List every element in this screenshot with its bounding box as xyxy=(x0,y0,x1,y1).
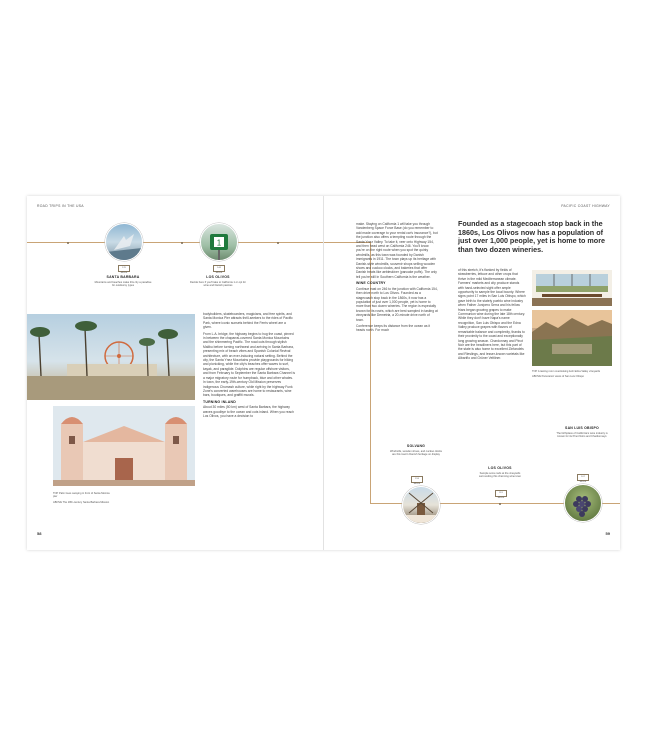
santa-monica-pier-photo xyxy=(27,314,195,400)
body-paragraph: bodybuilders, skateboarders, magicians, and free spirits, and Santa Monica Pier attracts thrill-seekers to the rides of Pacific Park, where iconic sunsets behind the Ferris wheel are a given. xyxy=(203,312,293,330)
route-marker xyxy=(181,242,183,244)
mileage-badge: 119 MILES xyxy=(495,490,507,497)
left-page xyxy=(27,196,323,550)
body-paragraph: From L.A. bridge, the highway begins to hug the coast, pinned in between the chaparral-covered Santa Monica Mountains and the shimmering Pacific. The road cuts through stylish Malibu before turning northwest and arriving in Santa Barbara, presenting mix of beach vibes and Spanish Colonial Revival architecture, with an ever-inducing natural setting. Behind the city, the Santa Ynez Mountains provide playgrounds for hiking and picnicking, while the city's beaches offer waves to surf, kayak, and paraglide. Dolphins are regular offshore visitors, and from February to September the Santa Barbara Channel is a major migratory route for humpback, blue and other whales. In town, the early-19th-century Old Mission preserves indigenous Chumash culture, while right by the highway Funk Zone's converted warehouses are home to restaurants, wine bars, boutiques, and graffiti murals. xyxy=(203,331,295,398)
body-paragraph: Conference keeps its distance from the ocean as it heads north. For much xyxy=(356,323,431,333)
stop-desc-los-olivos: Decide here if you'll take to California 1 or opt for wine and Danish pastries xyxy=(189,281,246,288)
pull-quote: Founded as a stagecoach stop back in the 1860s, Los Olivos now has a population of just over 1,000 people, yet is home to more than two dozen wineries. xyxy=(458,219,605,254)
body-paragraph: Continue east on 246 to the junction with California 154, then drive north to Los Olivos. Founded as a stagecoach stop back in the 1860s, it now has a population of just over 1,000 people, yet is home to more than two dozen wineries. The region is especially known for its rosés, which are best sampled in tasting at vineyards like Demetria, a 20-minute drive north of town. xyxy=(356,286,438,322)
right-body-column-1 xyxy=(356,222,438,335)
right-body-column-2 xyxy=(458,268,526,363)
mileage-badge: 153 MILES xyxy=(411,476,423,483)
left-body-column xyxy=(203,312,295,420)
stop-name-solvang: SOLVANG xyxy=(406,444,426,448)
route-marker xyxy=(67,242,69,244)
caption-above: ABOVE The 18th-century Santa Barbara Mission xyxy=(53,500,110,504)
running-head-right: PACIFIC COAST HIGHWAY xyxy=(561,204,610,208)
caption-top: TOP A tasting room overlooking lush Edna Valley vineyards xyxy=(532,370,601,373)
svg-text:1: 1 xyxy=(216,238,222,248)
stop-name-los-olivos-2: LOS OLIVOS xyxy=(488,466,512,470)
stop-name-santa-barbara: SANTA BARBARA xyxy=(106,275,140,279)
running-head-left: ROAD TRIPS IN THE USA xyxy=(37,204,84,208)
stop-desc-santa-barbara: Mountains and beaches make this city a paradise for outdoorsy types xyxy=(94,281,152,288)
stop-name-los-olivos: LOS OLIVOS xyxy=(206,275,230,279)
santa-barbara-photo xyxy=(105,223,143,261)
solvang-windmill-photo xyxy=(402,486,440,524)
folio-right: 59 xyxy=(605,531,610,536)
subhead-wine-country: WINE COUNTRY xyxy=(356,281,386,286)
right-page xyxy=(324,196,620,550)
tasting-room-photo xyxy=(532,270,612,306)
route-marker xyxy=(499,503,501,505)
los-olivos-sign-photo xyxy=(200,223,238,261)
photo-caption-left xyxy=(53,492,113,504)
stop-desc-solvang: Windmills, wooden shoes, and cuckoo clocks are this town's Danish heritage on display xyxy=(390,450,442,457)
stop-name-san-luis-obispo: SAN LUIS OBISPO xyxy=(565,426,599,430)
caption-above: ABOVE Panoramic views of San Luis Obispo xyxy=(532,375,584,379)
mileage-badge: 170 MILES xyxy=(118,265,130,272)
body-paragraph: of this stretch, it's flanked by fields of strawberries, lettuce and other crops that thrive in the mild Mediterranean climate. Farmers' markets and city produce stands with hand-selected sight offer ample opportunity to sample the local bounty. Where signs point 17 miles in San Luis Obispo, which gave birth to the stately pueblo wine industry when Father Junípero Serra and his fellow friars began growing grapes to make Communion wine during the late 18th century. While they don't have Napa's name recognition, San Luis Obispo and the Edna Valley produce grapes with flavors of remarkable balance and complexity, thanks to their proximity to the coast and exceptionally long growing season. Chardonnay and Pinot Noir are the headliners here, but this part of the state is also home to excellent Zinfandels and Rieslings, and lesser-known varietals like Albariño and Grüner Veltliner. xyxy=(458,268,526,361)
mileage-badge: 107 MILES xyxy=(577,474,589,481)
body-paragraph: make. Staying on California 1 will take you through Vandenberg Space Force Base (do you remember to add made coverage to your rental car's insurance?), but the junction also offers a tempting route through the Santa Ynez Valley. To take it, veer onto Highway 154, and then head west on California 246. You'll know you're on the right route when you spot the quirky windmills, as this town was founded by Danish immigrants in 1911. The town plays up its heritage with Danish-style windmills, souvenir shops selling wooden shoes and cuckoo clocks, and bakeries that offer Danish treats like aebleskiver (pancake puffs). The only tell you're still in Southern California is the weather. xyxy=(356,222,438,279)
body-paragraph: About 30 miles (50 km) west of Santa Barbara, the highway waves goodbye to the ocean and cuts inland. When you reach Los Olivos, you have a decision to xyxy=(203,405,294,418)
caption-top: TOP Palm trees swaying in front of Santa Monica pier xyxy=(53,492,110,499)
santa-barbara-mission-photo xyxy=(53,406,195,486)
route-marker xyxy=(277,242,279,244)
folio-left: 58 xyxy=(37,531,42,536)
book-spread xyxy=(27,196,620,550)
mileage-badge: 144 MILES xyxy=(213,265,225,272)
stop-desc-san-luis-obispo: The birthplace of California's wine industry is known for its Pinot Noirs and Chardonnays xyxy=(556,432,608,439)
stop-desc-los-olivos-2: Sample some reds at the vineyards surrounding this charming wine town xyxy=(478,472,522,479)
subhead-turning-inland: TURNING INLAND xyxy=(203,399,236,404)
san-luis-obispo-panorama-photo xyxy=(532,310,612,366)
grapes-photo xyxy=(564,484,602,522)
photo-caption-right xyxy=(532,370,612,379)
